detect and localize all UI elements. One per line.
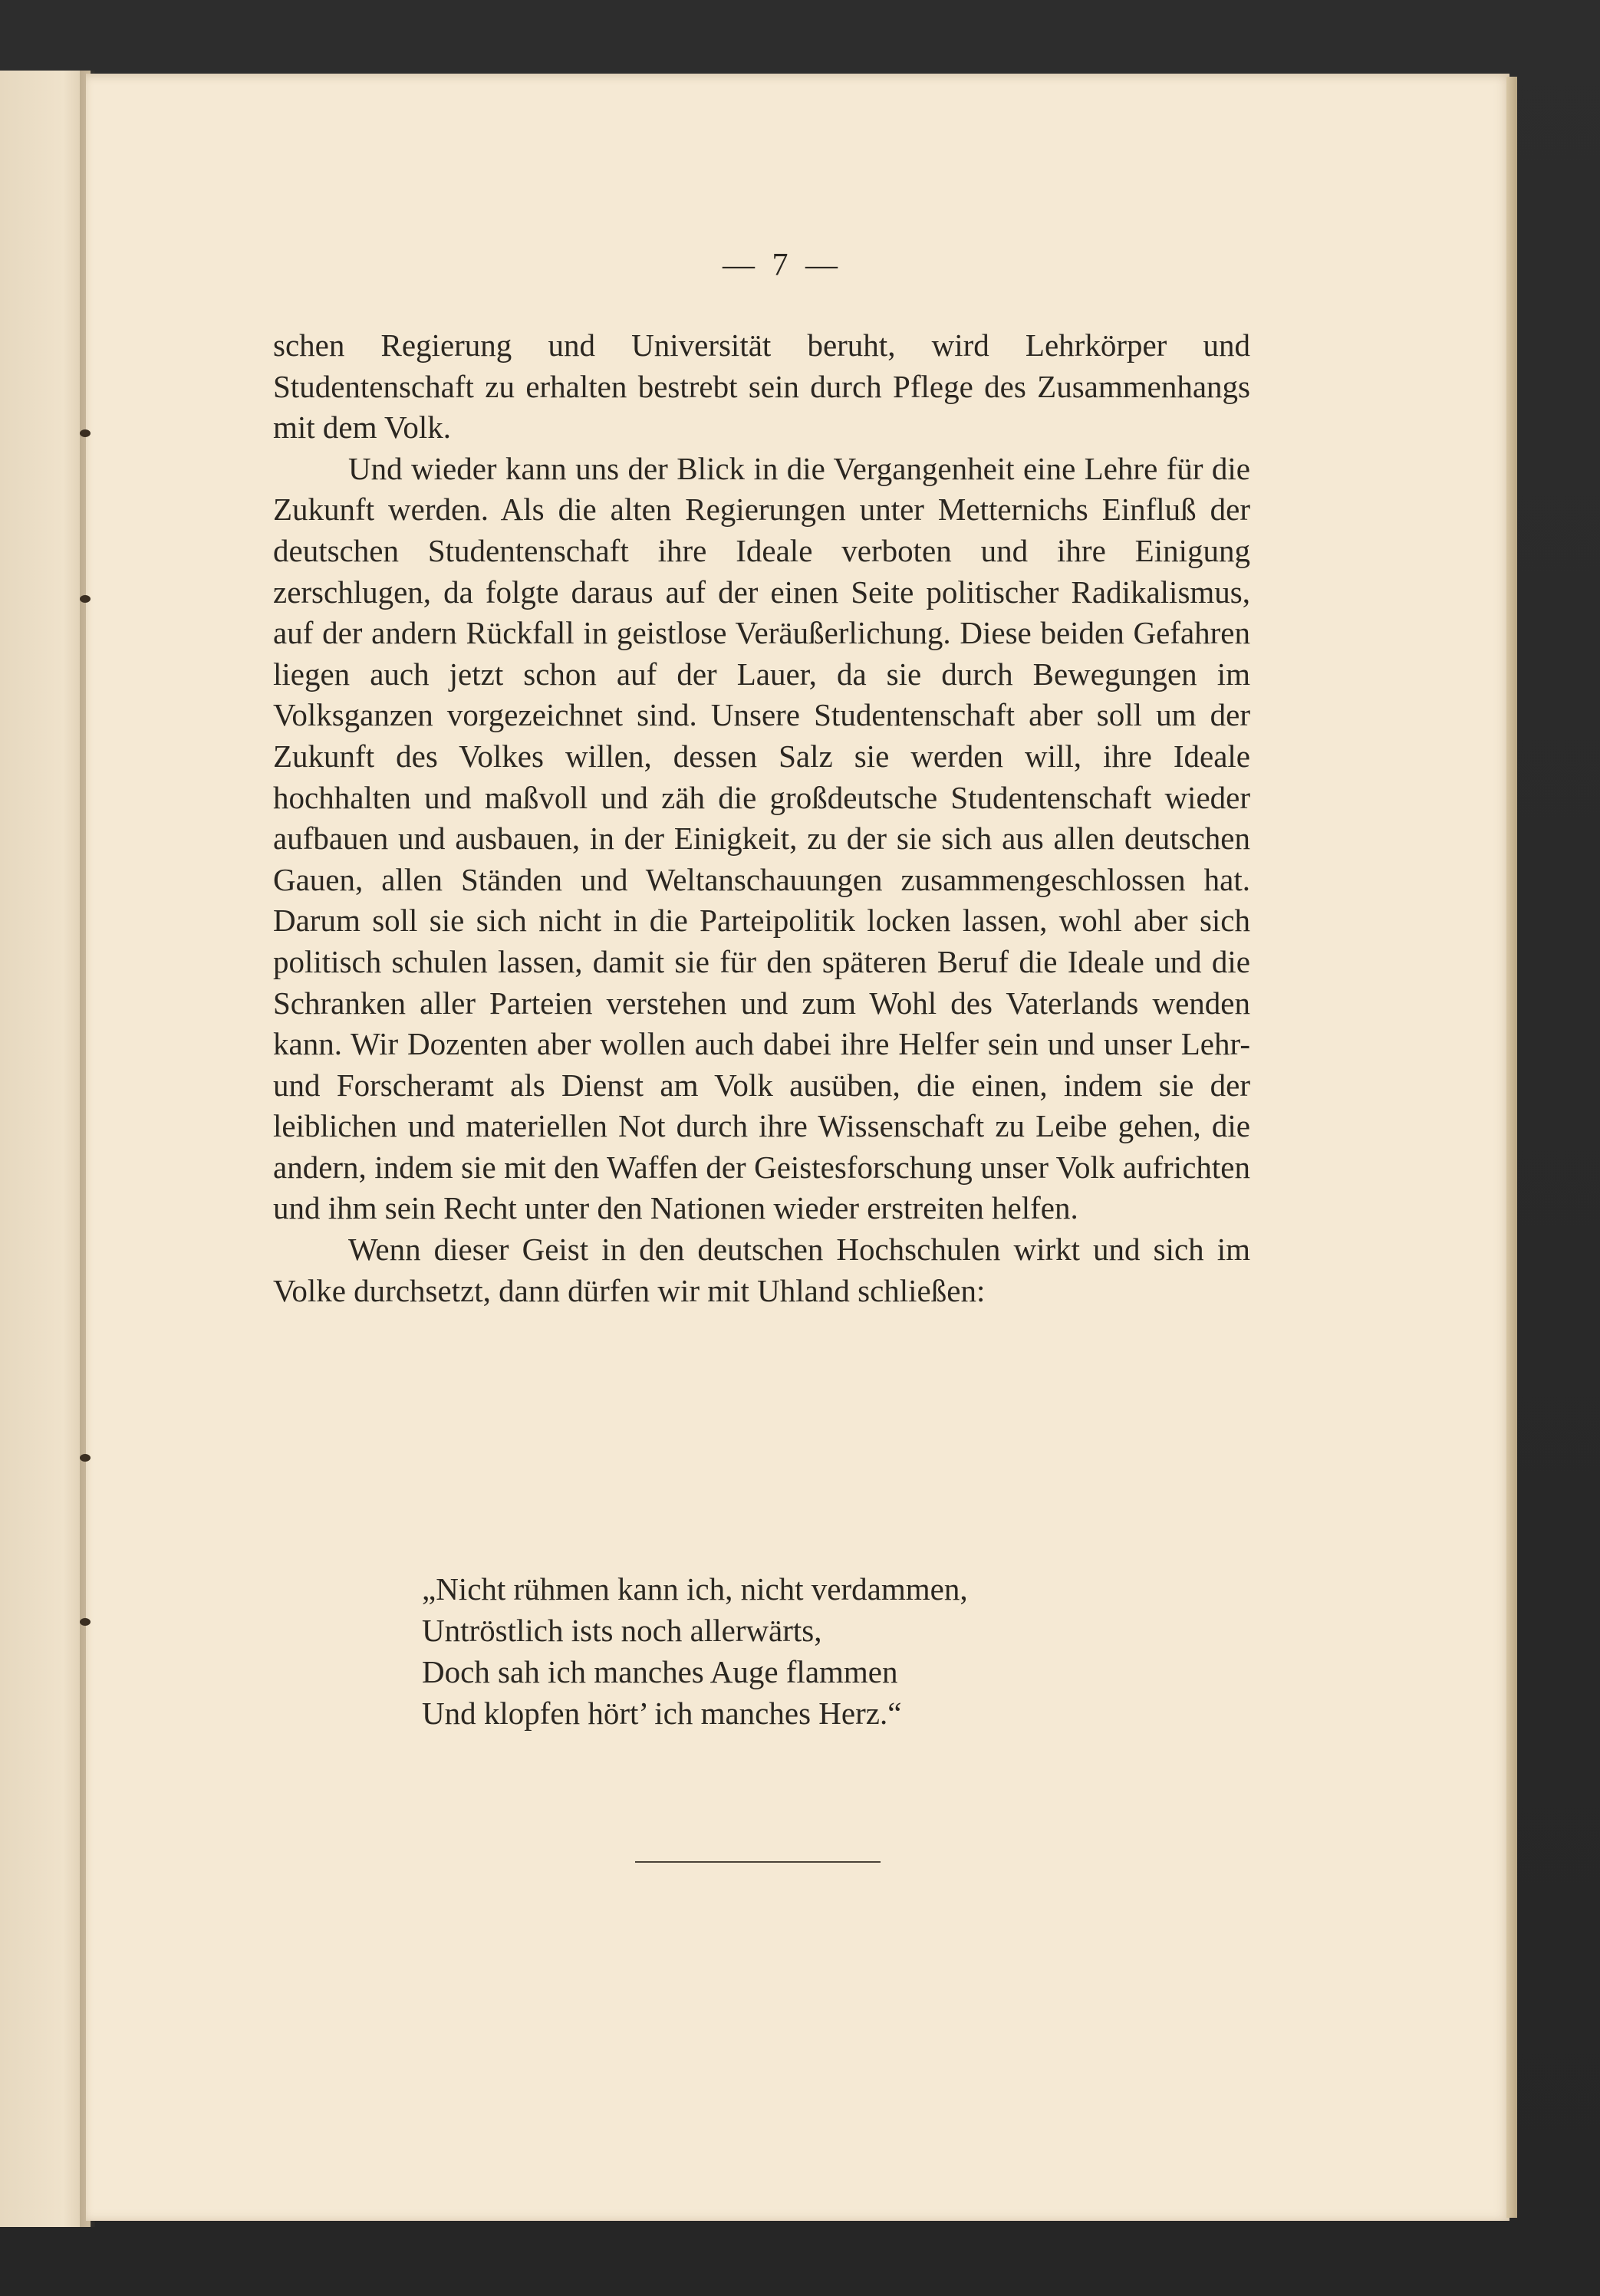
paragraph: Und wieder kann uns der Blick in die Vergangenheit eine Lehre für die Zukunft werden. Als die alten Regierungen unter Metternichs Einfluß der deutschen Studentenschaft ihre Ideale verboten und ihre Einigung zerschlugen, da folgte daraus auf der einen Seite politischer Radikalismus, auf der andern Rückfall in geistlose Veräußerlichung. Diese beiden Gefahren liegen auch jetzt schon auf der Lauer, da sie durch Bewegungen im Volksganzen vorgezeichnet sind. Unsere Studentenschaft aber soll um der Zukunft des Volkes willen, dessen Salz sie werden will, ihre Ideale hochhalten und maßvoll und zäh die großdeutsche Studentenschaft wieder aufbauen und ausbauen, in der Einigkeit, zu der sie sich aus allen deutschen Gauen, allen Ständen und Weltanschauungen zusammengeschlossen hat. Darum soll sie sich nicht in die Parteipolitik locken lassen, wohl aber sich politisch schulen lassen, damit sie für den späteren Beruf die Ideale und die Schranken aller Parteien verstehen und zum Wohl des Vaterlands wenden kann. Wir Dozenten aber wollen auch dabei ihre Helfer sein und unser Lehr- und Forscheramt als Dienst am Volk ausüben, die einen, indem sie der leiblichen und materiellen Not durch ihre Wissenschaft zu Leibe gehen, die andern, indem sie mit den Waffen der Geistesforschung unser Volk aufrichten und ihm sein Recht unter den Nationen wieder erstreiten helfen. xyxy=(273,450,1250,1226)
facing-page-edge xyxy=(0,71,91,2227)
binding-stitch xyxy=(80,429,91,437)
binding-stitch xyxy=(80,1454,91,1462)
paragraph: schen Regierung und Universität beruht, wird Lehrkörper und Studentenschaft zu erhalten bestrebt sein durch Pflege des Zusammenhangs mit dem Volk. xyxy=(273,327,1250,446)
poem-line: „Nicht rühmen kann ich, nicht verdammen, xyxy=(422,1571,968,1607)
poem-line: Und klopfen hört’ ich manches Herz.“ xyxy=(422,1696,902,1731)
binding-stitch xyxy=(80,1618,91,1626)
paragraph: Wenn dieser Geist in den deutschen Hochschulen wirkt und sich im Volke durchsetzt, dann dürfen wir mit Uhland schließen: xyxy=(273,1232,1250,1308)
binding-stitch xyxy=(80,595,91,603)
uhland-quote xyxy=(422,1568,1189,1734)
end-rule xyxy=(635,1861,881,1863)
poem-line: Doch sah ich manches Auge flammen xyxy=(422,1654,898,1689)
page-number: — 7 — xyxy=(723,248,842,283)
poem-line: Untröstlich ists noch allerwärts, xyxy=(422,1613,822,1648)
page-edge-shadow xyxy=(1506,77,1517,2218)
body-text xyxy=(273,325,1250,1311)
